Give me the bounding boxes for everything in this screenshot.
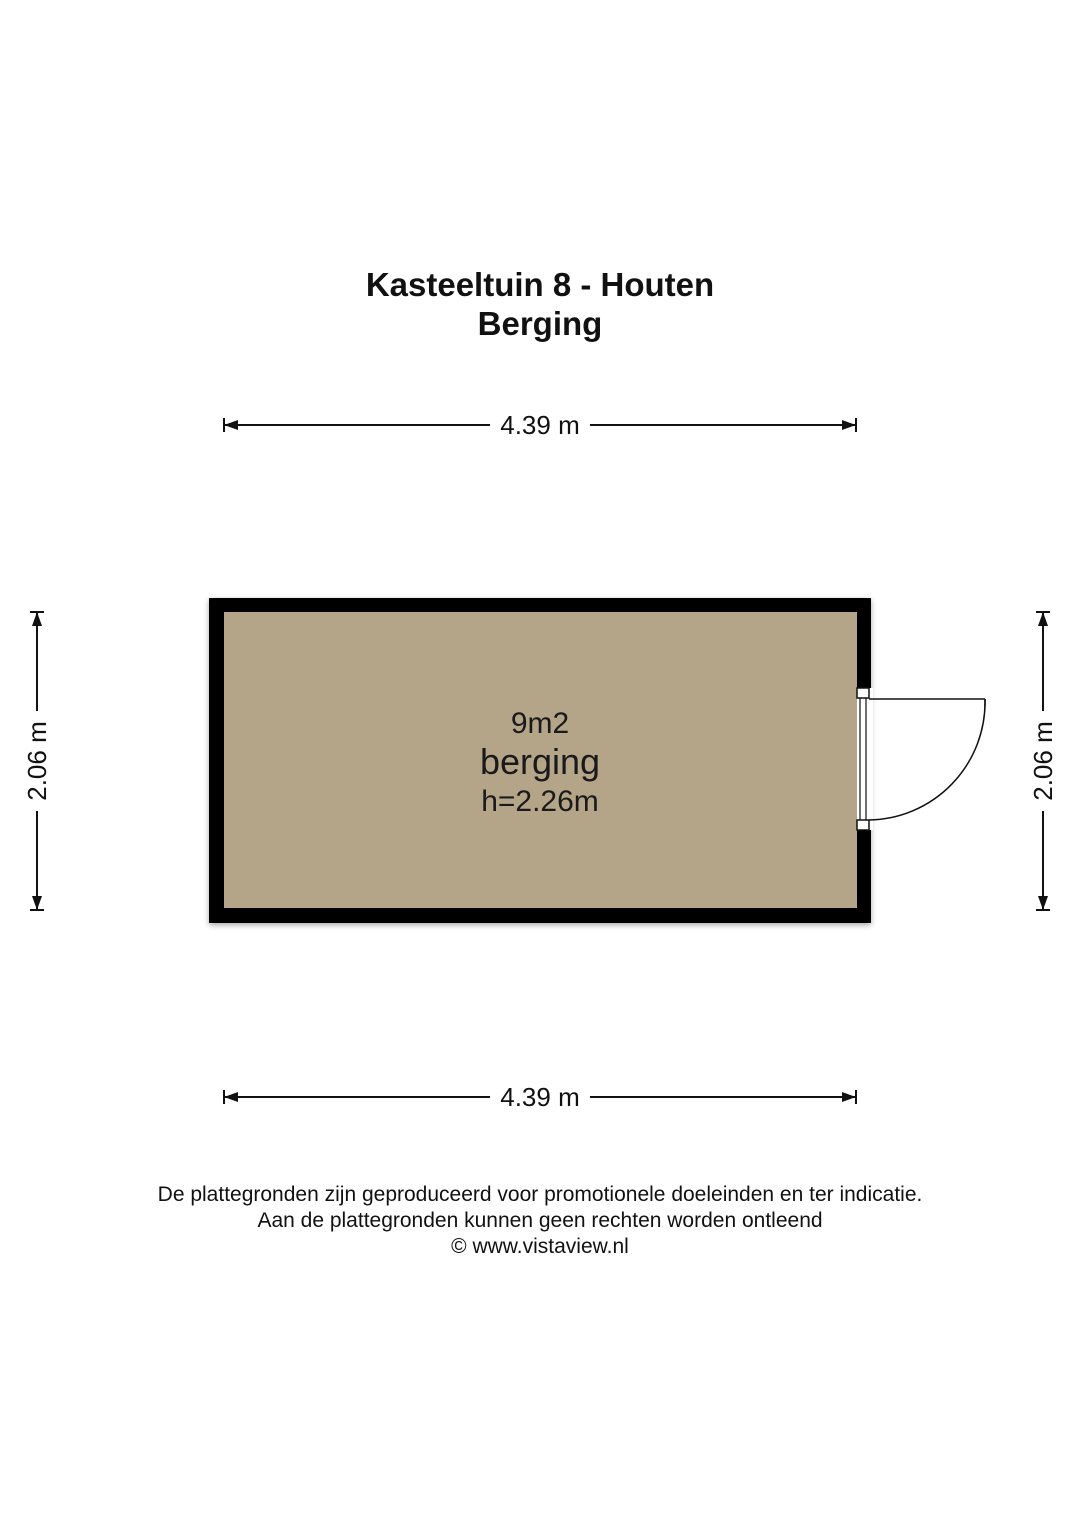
- room-area-label: 9m2: [510, 707, 570, 740]
- dimension-label: 4.39 m: [490, 1082, 590, 1112]
- dimension-label: 2.06 m: [1028, 711, 1058, 811]
- disclaimer-line-2: Aan de plattegronden kunnen geen rechten worden ontleend: [257, 1209, 823, 1232]
- room-name-label: berging: [479, 741, 601, 782]
- copyright-line: © www.vistaview.nl: [451, 1235, 629, 1258]
- room-height-label: h=2.26m: [481, 785, 599, 818]
- door-jamb-top: [857, 688, 869, 698]
- dimension-label: 2.06 m: [22, 711, 52, 811]
- door-swing-icon: [869, 699, 985, 820]
- plan-title: Kasteeltuin 8 - Houten: [365, 266, 715, 303]
- floor-subtitle: Berging: [477, 305, 603, 342]
- disclaimer-line-1: De plattegronden zijn geproduceerd voor promotionele doeleinden en ter indicatie.: [157, 1183, 923, 1206]
- dimension-label: 4.39 m: [490, 410, 590, 440]
- door-jamb-bottom: [857, 820, 869, 830]
